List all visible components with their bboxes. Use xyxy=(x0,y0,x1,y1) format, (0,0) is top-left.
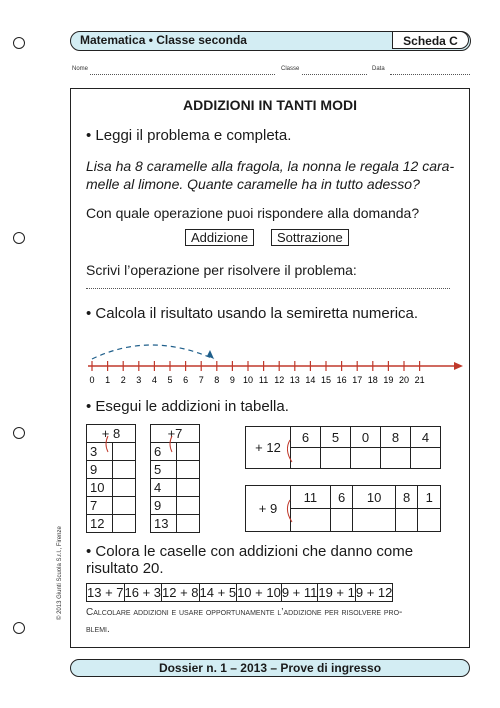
red-arrow-icon xyxy=(170,436,172,452)
table-cell: 9 xyxy=(151,497,177,515)
table-cell: 10 xyxy=(87,479,113,497)
table-cell: 6 xyxy=(151,443,177,461)
option-addizione[interactable]: Addizione xyxy=(185,229,254,246)
tick-label: 3 xyxy=(136,375,142,385)
tick-label: 17 xyxy=(352,375,363,385)
color-box[interactable]: 10 + 10 xyxy=(237,585,281,600)
classe-field[interactable] xyxy=(302,66,367,75)
objective-line-1: Calcolare addizioni e usare opportunamente l’addizione per risolvere pro- xyxy=(86,607,403,618)
data-field[interactable] xyxy=(390,66,470,75)
table-cell: 0 xyxy=(351,427,381,448)
table2-op: +7 xyxy=(151,425,200,443)
tick-label: 21 xyxy=(414,375,425,385)
tick-label: 19 xyxy=(383,375,394,385)
table3-op: + 12 xyxy=(246,427,291,469)
scheda-label: Scheda C xyxy=(392,31,469,49)
section1-heading: • Leggi il problema e completa. xyxy=(86,127,292,144)
binder-hole xyxy=(13,427,25,439)
table-cell: 4 xyxy=(151,479,177,497)
tick-label: 12 xyxy=(274,375,285,385)
tick-label: 9 xyxy=(229,375,235,385)
problem-line-2: melle al limone. Quante caramelle ha in tutto adesso? xyxy=(86,176,420,192)
table-cell: 8 xyxy=(381,427,411,448)
color-box[interactable]: 9 + 12 xyxy=(355,585,393,600)
table-cell: 6 xyxy=(330,486,353,509)
tick-label: 20 xyxy=(398,375,410,385)
color-box[interactable]: 9 + 11 xyxy=(281,585,318,600)
problem-line-1: Lisa ha 8 caramelle alla fragola, la nonna le regala 12 cara- xyxy=(86,158,455,174)
tick-label: 4 xyxy=(151,375,157,385)
red-arrows xyxy=(86,428,406,538)
ticks xyxy=(89,361,424,385)
answer-cell[interactable] xyxy=(411,448,441,469)
classe-label: Classe xyxy=(281,66,300,72)
section2-heading: • Calcola il risultato usando la semiretta numerica. xyxy=(86,305,419,322)
section3-heading: • Esegui le addizioni in tabella. xyxy=(86,398,289,415)
tick-label: 6 xyxy=(183,375,189,385)
table-cell: 3 xyxy=(87,443,113,461)
binder-hole xyxy=(13,37,25,49)
color-boxes xyxy=(86,583,393,602)
header-subject: Matematica • Classe seconda xyxy=(80,33,247,47)
tick-label: 1 xyxy=(105,375,111,385)
table1-op: + 8 xyxy=(87,425,136,443)
binder-hole xyxy=(13,232,25,244)
red-arrow-icon xyxy=(287,440,292,462)
red-arrow-icon xyxy=(106,436,108,452)
jump-arrow-head xyxy=(207,350,214,359)
red-arrow-icon xyxy=(287,500,292,522)
tick-label: 11 xyxy=(258,375,269,385)
tick-label: 13 xyxy=(289,375,300,385)
data-label: Data xyxy=(372,66,385,72)
objective-line-2: blemi. xyxy=(86,624,110,635)
write-operation: Scrivi l’operazione per risolvere il problema: xyxy=(86,262,357,278)
jump-arrow xyxy=(92,345,214,359)
table-cell: 7 xyxy=(87,497,113,515)
color-box[interactable]: 19 + 1 xyxy=(318,585,355,600)
nome-label: Nome xyxy=(72,66,89,72)
operation-question: Con quale operazione puoi rispondere alla domanda? xyxy=(86,205,420,221)
color-box[interactable]: 13 + 7 xyxy=(87,585,124,600)
number-line xyxy=(80,335,465,390)
tick-label: 0 xyxy=(89,375,95,385)
color-box[interactable]: 16 + 3 xyxy=(124,585,162,600)
table-cell: 1 xyxy=(418,486,441,509)
tick-label: 16 xyxy=(336,375,347,385)
semiretta-arrow xyxy=(454,362,463,370)
tick-label: 7 xyxy=(198,375,204,385)
tick-label: 8 xyxy=(214,375,220,385)
table-cell: 8 xyxy=(395,486,418,509)
table-cell: 4 xyxy=(411,427,441,448)
table-cell: 13 xyxy=(151,515,177,533)
tick-label: 18 xyxy=(367,375,378,385)
tick-label: 10 xyxy=(242,375,254,385)
answer-line[interactable] xyxy=(86,280,450,289)
table4-op: + 9 xyxy=(246,486,291,532)
copyright: © 2013 Giunti Scuola S.r.l., Firenze xyxy=(57,526,63,620)
table-cell: 10 xyxy=(353,486,395,509)
table-cell: 9 xyxy=(87,461,113,479)
table-cell: 6 xyxy=(291,427,321,448)
answer-cell[interactable] xyxy=(418,509,441,532)
section4-heading-line2: risultato 20. xyxy=(86,560,164,577)
table-cell: 12 xyxy=(87,515,113,533)
color-box[interactable]: 12 + 8 xyxy=(162,585,199,600)
table-cell: 5 xyxy=(151,461,177,479)
option-sottrazione[interactable]: Sottrazione xyxy=(271,229,349,246)
color-box[interactable]: 14 + 5 xyxy=(199,585,237,600)
tick-label: 5 xyxy=(167,375,173,385)
section4-heading-line1: • Colora le caselle con addizioni che danno come xyxy=(86,543,414,560)
table-cell: 5 xyxy=(321,427,351,448)
nome-field[interactable] xyxy=(90,66,275,75)
footer: Dossier n. 1 – 2013 – Prove di ingresso xyxy=(70,659,470,677)
tick-label: 14 xyxy=(305,375,316,385)
table-cell: 11 xyxy=(291,486,331,509)
page-title: ADDIZIONI IN TANTI MODI xyxy=(183,97,357,113)
tick-label: 15 xyxy=(320,375,332,385)
tick-label: 2 xyxy=(120,375,126,385)
binder-hole xyxy=(13,622,25,634)
